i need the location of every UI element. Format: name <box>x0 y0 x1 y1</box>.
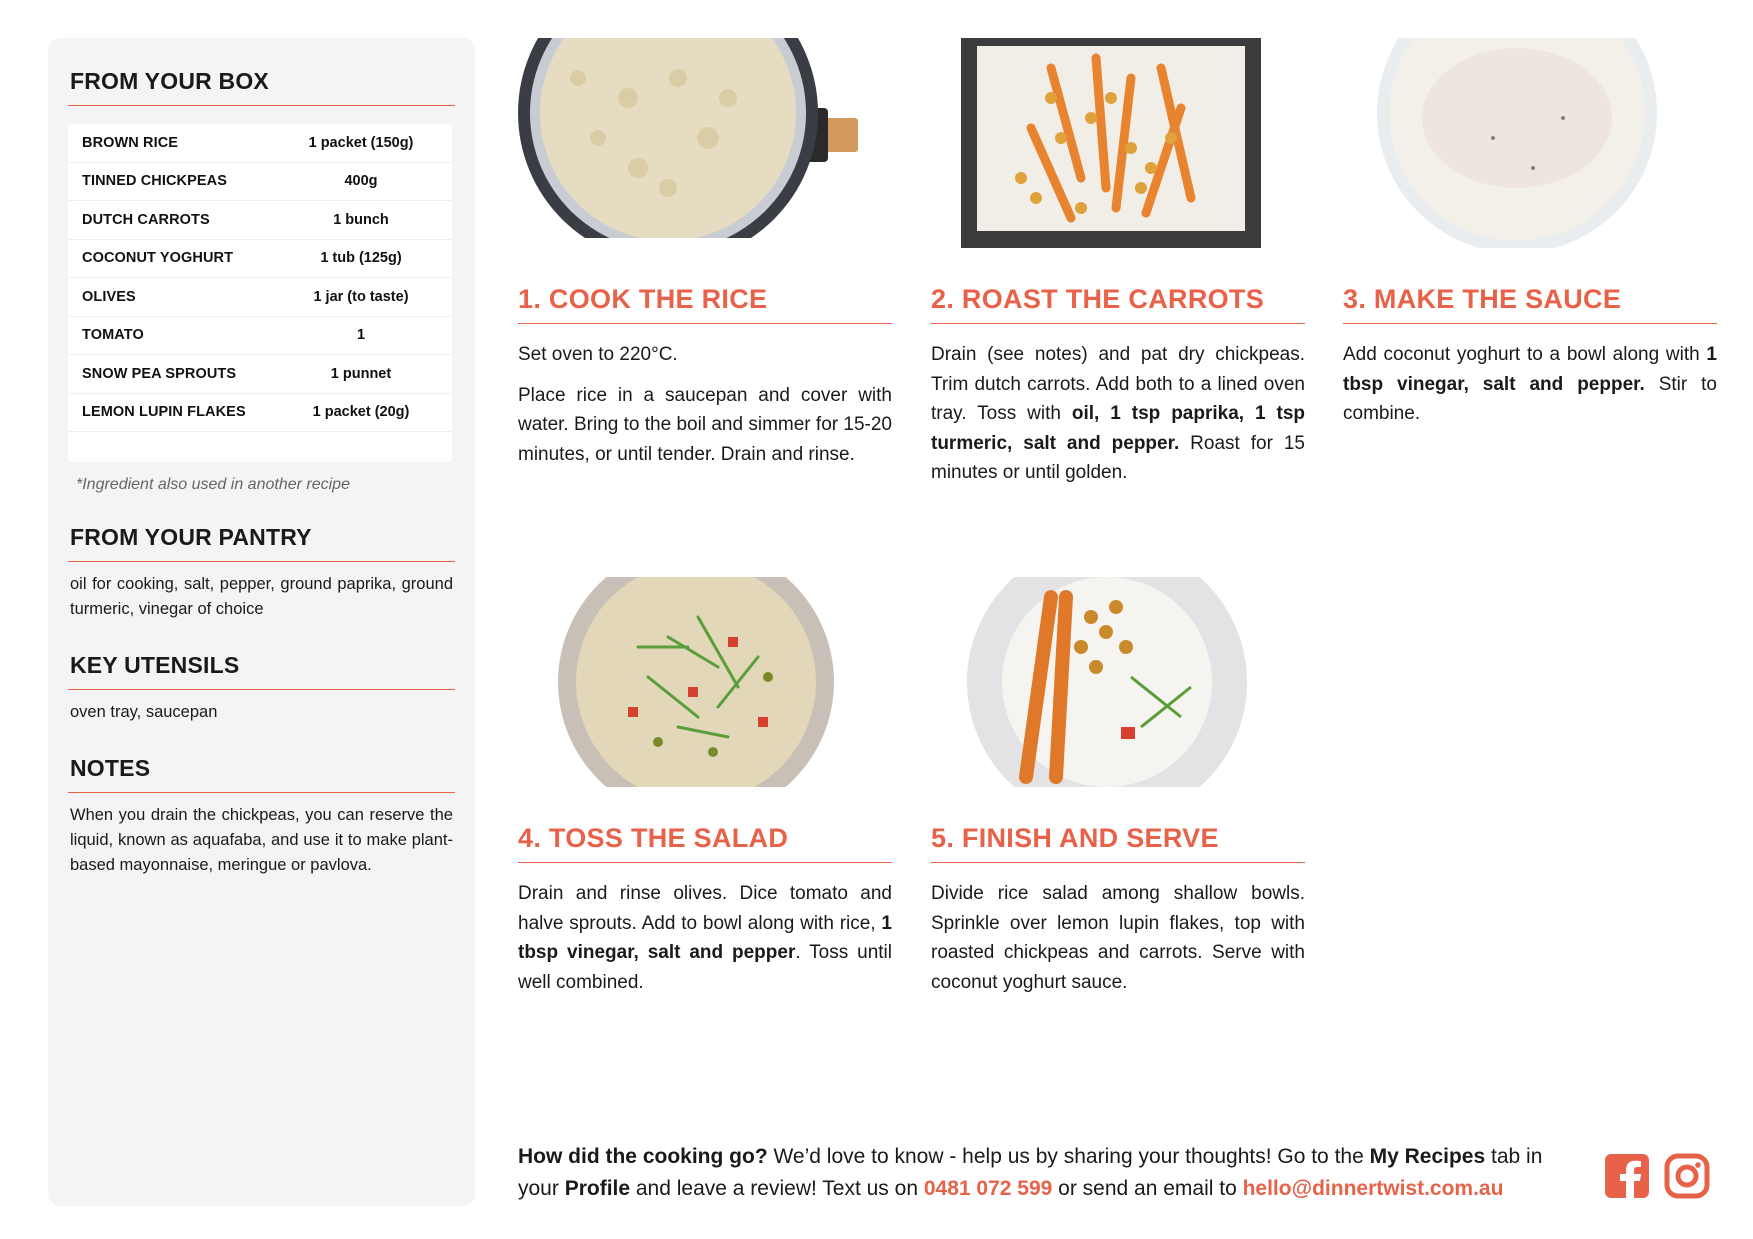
roast-carrots-image <box>931 38 1305 248</box>
ingredient-qty: 1 tub (125g) <box>320 250 402 267</box>
my-recipes-link: My Recipes <box>1369 1145 1486 1168</box>
footer-text: and leave a review! Text us on <box>630 1177 924 1200</box>
ingredient-name: DUTCH CARROTS <box>82 211 210 228</box>
step-text <box>1343 340 1717 429</box>
ingredient-name: TINNED CHICKPEAS <box>82 173 227 190</box>
final-dish-image <box>931 577 1305 787</box>
step-5 <box>931 577 1305 997</box>
ingredient-qty: 1 punnet <box>330 365 392 382</box>
ingredient-row <box>68 394 452 433</box>
step-paragraph: Divide rice salad among shallow bowls. Sprinkle over lemon lupin flakes, top with roasted chickpeas and carrots. Serve with coconut yoghurt sauce. <box>931 883 1305 993</box>
step-text <box>931 340 1305 488</box>
ingredient-qty: 400g <box>344 173 378 190</box>
utensils-section <box>68 652 455 725</box>
step-text-span: Add coconut yoghurt to a bowl along with <box>1343 344 1707 365</box>
step-title: 1. COOK THE RICE <box>518 284 892 324</box>
facebook-icon[interactable] <box>1604 1153 1650 1199</box>
step-text-span: Drain and rinse olives. Dice tomato and halve sprouts. Add to bowl along with rice, <box>518 883 892 934</box>
step-text-bold: oil, 1 tsp paprika, 1 tsp turmeric, salt and pepper. <box>931 403 1306 454</box>
step-4 <box>518 577 892 997</box>
step-title: 5. FINISH AND SERVE <box>931 823 1305 863</box>
ingredient-footnote: *Ingredient also used in another recipe <box>76 476 350 493</box>
ingredient-name: COCONUT YOGHURT <box>82 250 234 267</box>
step-text <box>931 879 1305 997</box>
footer-text: We’d love to know - help us by sharing your thoughts! Go to the <box>767 1145 1370 1168</box>
step-title: 4. TOSS THE SALAD <box>518 823 892 863</box>
step-paragraph: Place rice in a saucepan and cover with water. Bring to the boil and simmer for 15-20 minutes, or until tender. Drain and rinse. <box>518 384 892 465</box>
step-3 <box>1343 38 1717 429</box>
ingredient-row <box>68 201 452 240</box>
ingredient-row <box>68 240 452 279</box>
notes-text: When you drain the chickpeas, you can reserve the liquid, known as aquafaba, and use it to make plant-based mayonnaise, meringue or pavlova. <box>70 806 453 874</box>
ingredient-row <box>68 163 452 202</box>
step-paragraph: Set oven to 220°C. <box>518 344 678 365</box>
ingredients-table <box>68 124 452 462</box>
step-2 <box>931 38 1305 488</box>
ingredient-qty: 1 packet (20g) <box>312 404 410 421</box>
pantry-text: oil for cooking, salt, pepper, ground paprika, ground turmeric, vinegar of choice <box>70 575 453 618</box>
ingredient-qty: 1 bunch <box>333 211 389 228</box>
ingredient-name: LEMON LUPIN FLAKES <box>82 404 246 421</box>
step-title: 3. MAKE THE SAUCE <box>1343 284 1717 324</box>
instagram-icon[interactable] <box>1664 1153 1710 1199</box>
sauce-bowl-image <box>1343 38 1717 248</box>
utensils-text: oven tray, saucepan <box>70 703 218 721</box>
step-text-bold: 1 tbsp vinegar, salt and pepper. <box>1343 344 1717 395</box>
box-heading: FROM YOUR BOX <box>68 68 455 106</box>
phone-number[interactable]: 0481 072 599 <box>923 1177 1053 1200</box>
notes-heading: NOTES <box>68 755 455 793</box>
pantry-section <box>68 524 455 622</box>
ingredient-name: SNOW PEA SPROUTS <box>82 365 237 382</box>
ingredients-sidebar <box>48 38 475 1206</box>
step-paragraph <box>931 340 1305 488</box>
footer-question: How did the cooking go? <box>518 1145 768 1168</box>
step-text-span: . Toss until well combined. <box>518 942 892 993</box>
step-paragraph <box>518 879 892 997</box>
footer-text: or send an email to <box>1052 1177 1243 1200</box>
step-text-span: Stir to combine. <box>1343 373 1718 424</box>
ingredient-name: OLIVES <box>82 288 136 305</box>
step-text-span: Drain (see notes) and pat dry chickpeas. Trim dutch carrots. Add both to a lined oven tray. Toss with <box>931 344 1305 424</box>
step-paragraph <box>1343 340 1717 429</box>
footer-text: tab in your <box>518 1145 1543 1200</box>
ingredient-qty: 1 packet (150g) <box>308 134 414 151</box>
pantry-heading: FROM YOUR PANTRY <box>68 524 455 562</box>
email-link[interactable]: hello@dinnertwist.com.au <box>1242 1177 1504 1200</box>
step-title: 2. ROAST THE CARROTS <box>931 284 1305 324</box>
step-text-bold: 1 tbsp vinegar, salt and pepper <box>518 912 892 963</box>
rice-sieve-image <box>518 38 892 248</box>
ingredient-name: TOMATO <box>82 327 144 344</box>
ingredient-row <box>68 124 452 163</box>
step-text-span: Roast for 15 minutes or until golden. <box>931 432 1305 483</box>
ingredient-name: BROWN RICE <box>82 134 179 151</box>
notes-section <box>68 755 455 878</box>
utensils-heading: KEY UTENSILS <box>68 652 455 690</box>
ingredient-qty: 1 jar (to taste) <box>313 288 409 305</box>
step-text <box>518 879 892 997</box>
ingredient-row <box>68 317 452 356</box>
step-1 <box>518 38 892 469</box>
review-footer <box>518 1141 1578 1205</box>
ingredient-qty: 1 <box>356 327 366 344</box>
salad-bowl-image <box>518 577 892 787</box>
ingredient-row <box>68 355 452 394</box>
step-text <box>518 340 892 469</box>
profile-link: Profile <box>564 1177 631 1200</box>
ingredient-row <box>68 278 452 317</box>
